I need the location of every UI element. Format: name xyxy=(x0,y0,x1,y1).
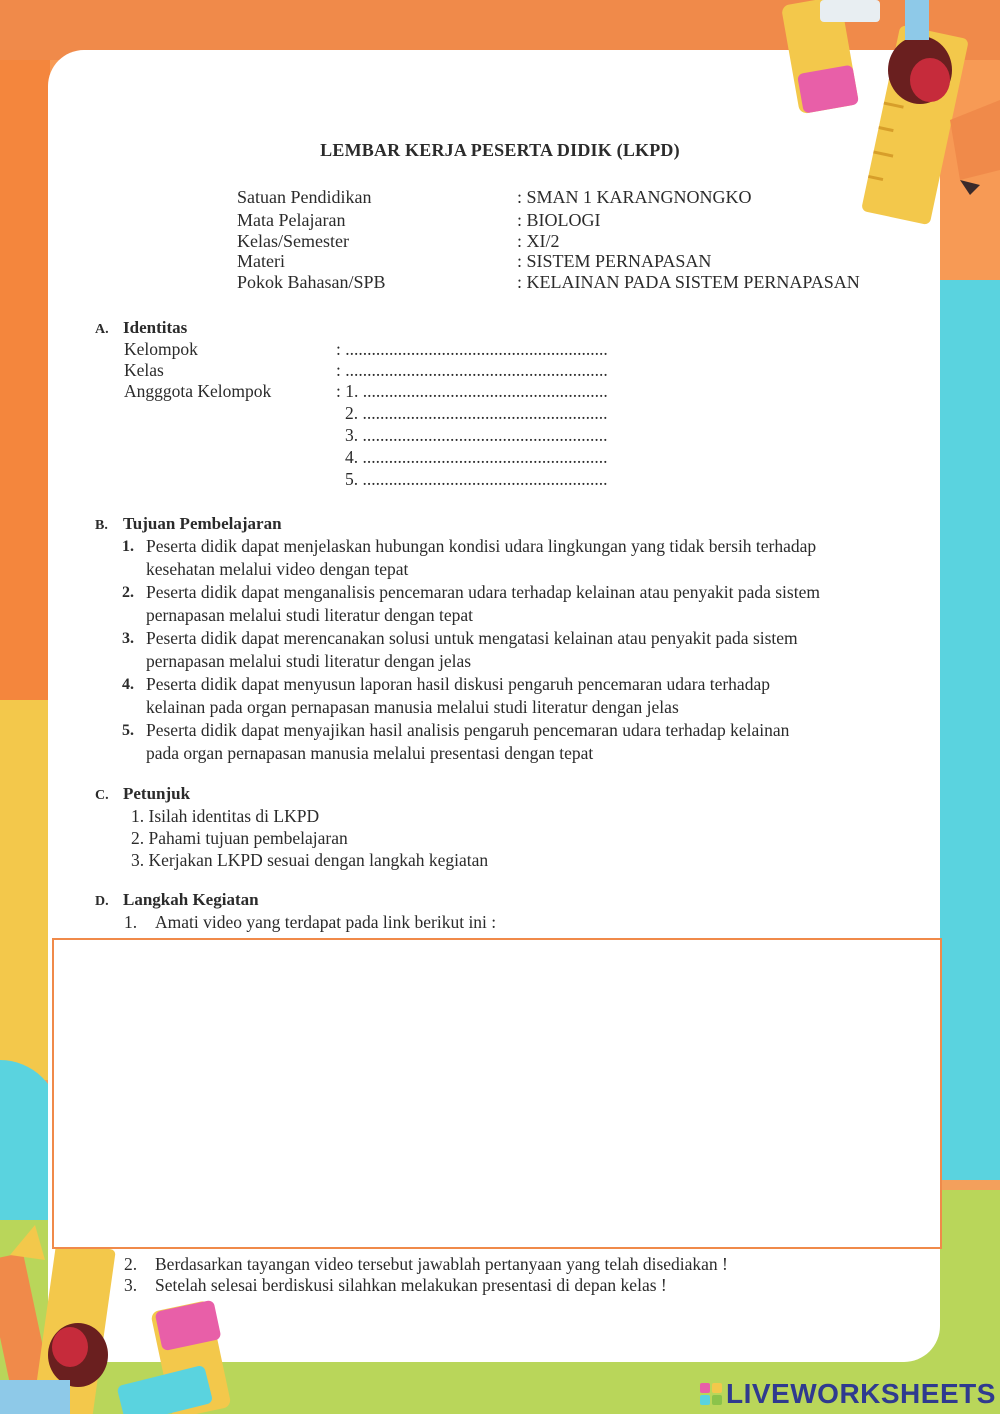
meta-key: Satuan Pendidikan xyxy=(237,187,372,207)
meta-row xyxy=(237,187,937,208)
section-title: Tujuan Pembelajaran xyxy=(123,514,282,533)
meta-value: : BIOLOGI xyxy=(517,210,601,230)
meta-key: Mata Pelajaran xyxy=(237,210,346,230)
brand-name: LIVEWORKSHEETS xyxy=(726,1378,996,1409)
member-field[interactable]: : 1. ........................................................ xyxy=(336,381,608,401)
field-label: Angggota Kelompok xyxy=(124,381,272,401)
section-letter: D. xyxy=(95,894,109,909)
instruction-item: 1. Isilah identitas di LKPD xyxy=(131,806,320,826)
field-label: Kelas xyxy=(124,360,164,380)
instruction-item: 2. Pahami tujuan pembelajaran xyxy=(131,828,348,848)
worksheet-title: LEMBAR KERJA PESERTA DIDIK (LKPD) xyxy=(320,140,680,160)
objective-line: pada organ pernapasan manusia melalui presentasi dengan tepat xyxy=(146,743,594,763)
kelas-field[interactable]: : ............................................................ xyxy=(336,360,608,380)
meta-key: Materi xyxy=(237,251,285,271)
meta-row xyxy=(237,231,937,252)
kelompok-field[interactable]: : ............................................................ xyxy=(336,339,608,359)
objective-line: kesehatan melalui video dengan tepat xyxy=(146,559,409,579)
objective-line: pernapasan melalui studi literatur dengan jelas xyxy=(146,651,472,671)
member-field[interactable]: 2. ........................................................ xyxy=(345,403,608,423)
step-text: Amati video yang terdapat pada link berikut ini : xyxy=(155,912,497,932)
objective-line: Peserta didik dapat menyusun laporan hasil diskusi pengaruh pencemaran udara terhadap xyxy=(146,674,770,694)
meta-value: : XI/2 xyxy=(517,231,560,251)
list-number: 3. xyxy=(122,630,134,647)
member-field[interactable]: 4. ........................................................ xyxy=(345,447,608,467)
section-a-heading xyxy=(95,318,187,338)
section-title: Petunjuk xyxy=(123,784,191,803)
meta-key: Kelas/Semester xyxy=(237,231,349,251)
step-text: Berdasarkan tayangan video tersebut jawablah pertanyaan yang telah disediakan ! xyxy=(155,1254,728,1274)
step-number: 3. xyxy=(124,1275,138,1295)
step-text: Setelah selesai berdiskusi silahkan melakukan presentasi di depan kelas ! xyxy=(155,1275,667,1295)
member-field[interactable]: 5. ........................................................ xyxy=(345,469,608,489)
liveworksheets-logo[interactable] xyxy=(700,1378,996,1410)
meta-row xyxy=(237,251,937,272)
background-yellow-left xyxy=(0,700,50,1080)
step-number: 2. xyxy=(124,1254,138,1274)
field-label: Kelompok xyxy=(124,339,198,359)
objective-line: Peserta didik dapat merencanakan solusi untuk mengatasi kelainan atau penyakit pada sistem xyxy=(146,628,798,648)
list-number: 5. xyxy=(122,722,134,739)
objective-line: pernapasan melalui studi literatur dengan tepat xyxy=(146,605,474,625)
meta-row xyxy=(237,210,937,231)
section-c-heading xyxy=(95,784,190,804)
objective-line: Peserta didik dapat menganalisis pencemaran udara terhadap kelainan atau penyakit pada sistem xyxy=(146,582,820,602)
section-letter: A. xyxy=(95,322,109,337)
section-title: Langkah Kegiatan xyxy=(123,890,259,909)
list-number: 4. xyxy=(122,676,134,693)
video-embed-box[interactable] xyxy=(52,938,942,1249)
meta-value: : SISTEM PERNAPASAN xyxy=(517,251,712,271)
list-number: 1. xyxy=(122,538,134,555)
member-field[interactable]: 3. ........................................................ xyxy=(345,425,608,445)
section-d-heading xyxy=(95,890,259,910)
objective-line: Peserta didik dapat menjelaskan hubungan kondisi udara lingkungan yang tidak bersih terhadap xyxy=(146,536,817,556)
meta-row xyxy=(237,272,937,293)
meta-value: : SMAN 1 KARANGNONGKO xyxy=(517,187,752,207)
instruction-item: 3. Kerjakan LKPD sesuai dengan langkah kegiatan xyxy=(131,850,489,870)
section-letter: C. xyxy=(95,788,109,803)
meta-key: Pokok Bahasan/SPB xyxy=(237,272,386,292)
list-number: 2. xyxy=(122,584,134,601)
section-letter: B. xyxy=(95,518,108,533)
objective-line: kelainan pada organ pernapasan manusia melalui studi literatur dengan jelas xyxy=(146,697,679,717)
objective-line: Peserta didik dapat menyajikan hasil analisis pengaruh pencemaran udara terhadap kelainan xyxy=(146,720,790,740)
liveworksheets-logo-icon xyxy=(700,1383,722,1405)
section-b-heading xyxy=(95,514,282,534)
meta-value: : KELAINAN PADA SISTEM PERNAPASAN xyxy=(517,272,860,292)
step-number: 1. xyxy=(124,912,138,932)
section-title: Identitas xyxy=(123,318,188,337)
